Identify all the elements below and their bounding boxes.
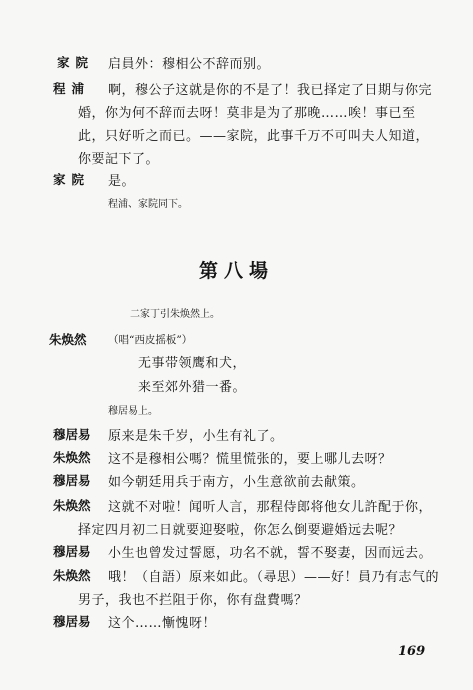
speaker-mujuyi: 穆居易 [53,544,91,559]
singing-direction: （唱“西皮摇板”） [108,334,193,346]
speaker-mujuyi: 穆居易 [53,473,91,488]
speaker-chengpu: 程浦 [53,81,91,96]
dialogue-line: 这个……慚愧呀！ [108,616,217,631]
dialogue-line: 啊，穆公子这就是你的不是了！我已择定了日期与你完 [108,83,433,98]
speaker-jiayuan: 家院 [57,55,95,70]
dialogue-line: 这不是穆相公嗎？慌里慌张的，要上哪儿去呀？ [108,452,392,467]
verse-line: 无事带领鹰和犬， [138,356,247,371]
dialogue-line: 原来是朱千岁，小生有礼了。 [108,429,284,444]
verse-line: 来至郊外猎一番。 [138,380,247,395]
speaker-zhuhuanran: 朱焕然 [53,450,91,465]
dialogue-line: 小生也曾发过誓愿，功名不就，誓不娶妻，因而远去。 [108,546,433,561]
speaker-mujuyi: 穆居易 [53,614,91,629]
dialogue-line: 启員外：穆相公不辞而别。 [108,57,271,72]
dialogue-line: 男子，我也不拦阻于你，你有盘費嗎？ [78,593,308,608]
stage-direction: 穆居易上。 [108,406,158,417]
dialogue-line: 哦！（自語）原来如此。（尋思）——好！員乃有志气的 [108,570,440,585]
scene-title: 第八場 [198,260,274,282]
page-number: 169 [398,644,426,659]
dialogue-line: 是。 [108,174,136,189]
dialogue-line: 择定四月初二日就要迎娶啦，你怎么倒要避婚远去呢？ [78,523,403,538]
speaker-mujuyi: 穆居易 [53,427,91,442]
speaker-zhuhuanran: 朱焕然 [53,498,91,513]
dialogue-line: 这就不对啦！闻听人言，那程侍郎将他女儿許配于你， [108,500,433,515]
speaker-jiayuan: 家院 [53,172,91,187]
speaker-zhuhuanran: 朱焕然 [53,568,91,583]
dialogue-line: 你要記下了。 [78,152,160,167]
dialogue-line: 婚，你为何不辞而去呀！莫非是为了那晚……唉！事已至 [78,106,416,121]
stage-direction: 二家丁引朱焕然上。 [130,309,220,320]
dialogue-line: 如今朝廷用兵于南方，小生意欲前去献策。 [108,475,365,490]
dialogue-line: 此，只好听之而已。——家院，此事千万不可叫夫人知道， [78,129,430,144]
speaker-zhuhuanran: 朱焕然 [49,332,87,347]
stage-direction: 程浦、家院同下。 [108,199,188,210]
